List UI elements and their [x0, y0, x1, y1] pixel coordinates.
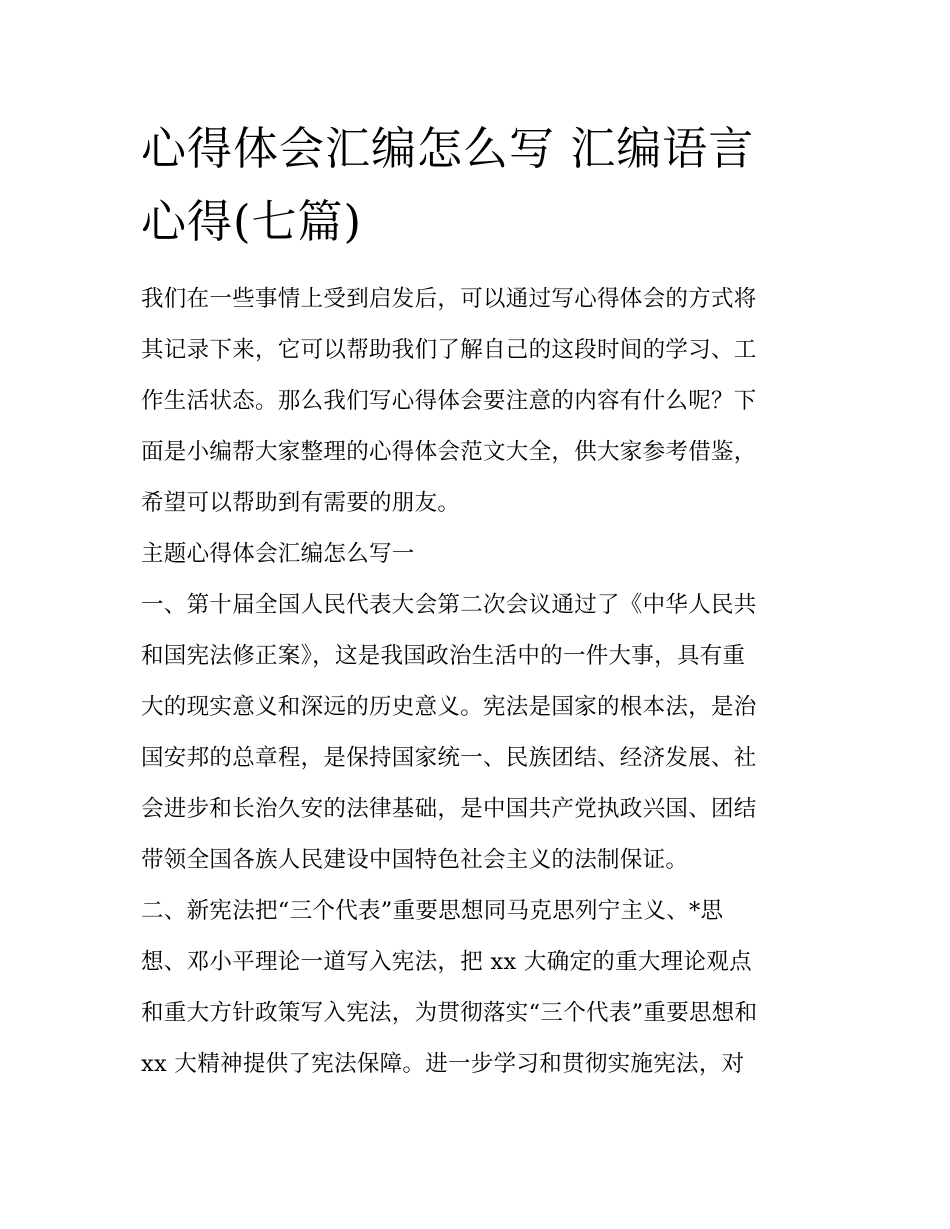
- body-line: 和重大方针政策写入宪法，为贯彻落实“三个代表”重要思想和: [141, 1000, 758, 1026]
- document-page: [141, 112, 811, 1090]
- section-heading: 主题心得体会汇编怎么写一: [141, 541, 415, 567]
- title-line: 心得体会汇编怎么写 汇编语言: [141, 122, 755, 175]
- body-line: xx 大精神提供了宪法保障。进一步学习和贯彻实施宪法，对: [141, 1051, 745, 1077]
- body-line: 面是小编帮大家整理的心得体会范文大全，供大家参考借鉴，: [141, 439, 757, 465]
- body-line: 带领全国各族人民建设中国特色社会主义的法制保证。: [141, 847, 689, 873]
- body-line: 想、邓小平理论一道写入宪法，把 xx 大确定的重大理论观点: [141, 949, 752, 975]
- body-line: 一、第十届全国人民代表大会第二次会议通过了《中华人民共: [141, 592, 757, 618]
- document-body: [141, 274, 811, 1090]
- body-line: 其记录下来，它可以帮助我们了解自己的这段时间的学习、工: [141, 337, 757, 363]
- body-line: 和国宪法修正案》，这是我国政治生活中的一件大事，具有重: [141, 643, 746, 669]
- document-title: [141, 112, 811, 258]
- body-line: 会进步和长治久安的法律基础，是中国共产党执政兴国、团结: [141, 796, 757, 822]
- body-line: 我们在一些事情上受到启发后，可以通过写心得体会的方式将: [141, 286, 757, 312]
- body-line: 希望可以帮助到有需要的朋友。: [141, 490, 461, 516]
- body-line: 大的现实意义和深远的历史意义。宪法是国家的根本法，是治: [141, 694, 757, 720]
- body-line: 国安邦的总章程，是保持国家统一、民族团结、经济发展、社: [141, 745, 757, 771]
- body-line: 二、新宪法把“三个代表”重要思想同马克思列宁主义、*思: [141, 898, 724, 924]
- body-line: 作生活状态。那么我们写心得体会要注意的内容有什么呢？下: [141, 388, 757, 414]
- title-line: 心得(七篇): [141, 195, 363, 248]
